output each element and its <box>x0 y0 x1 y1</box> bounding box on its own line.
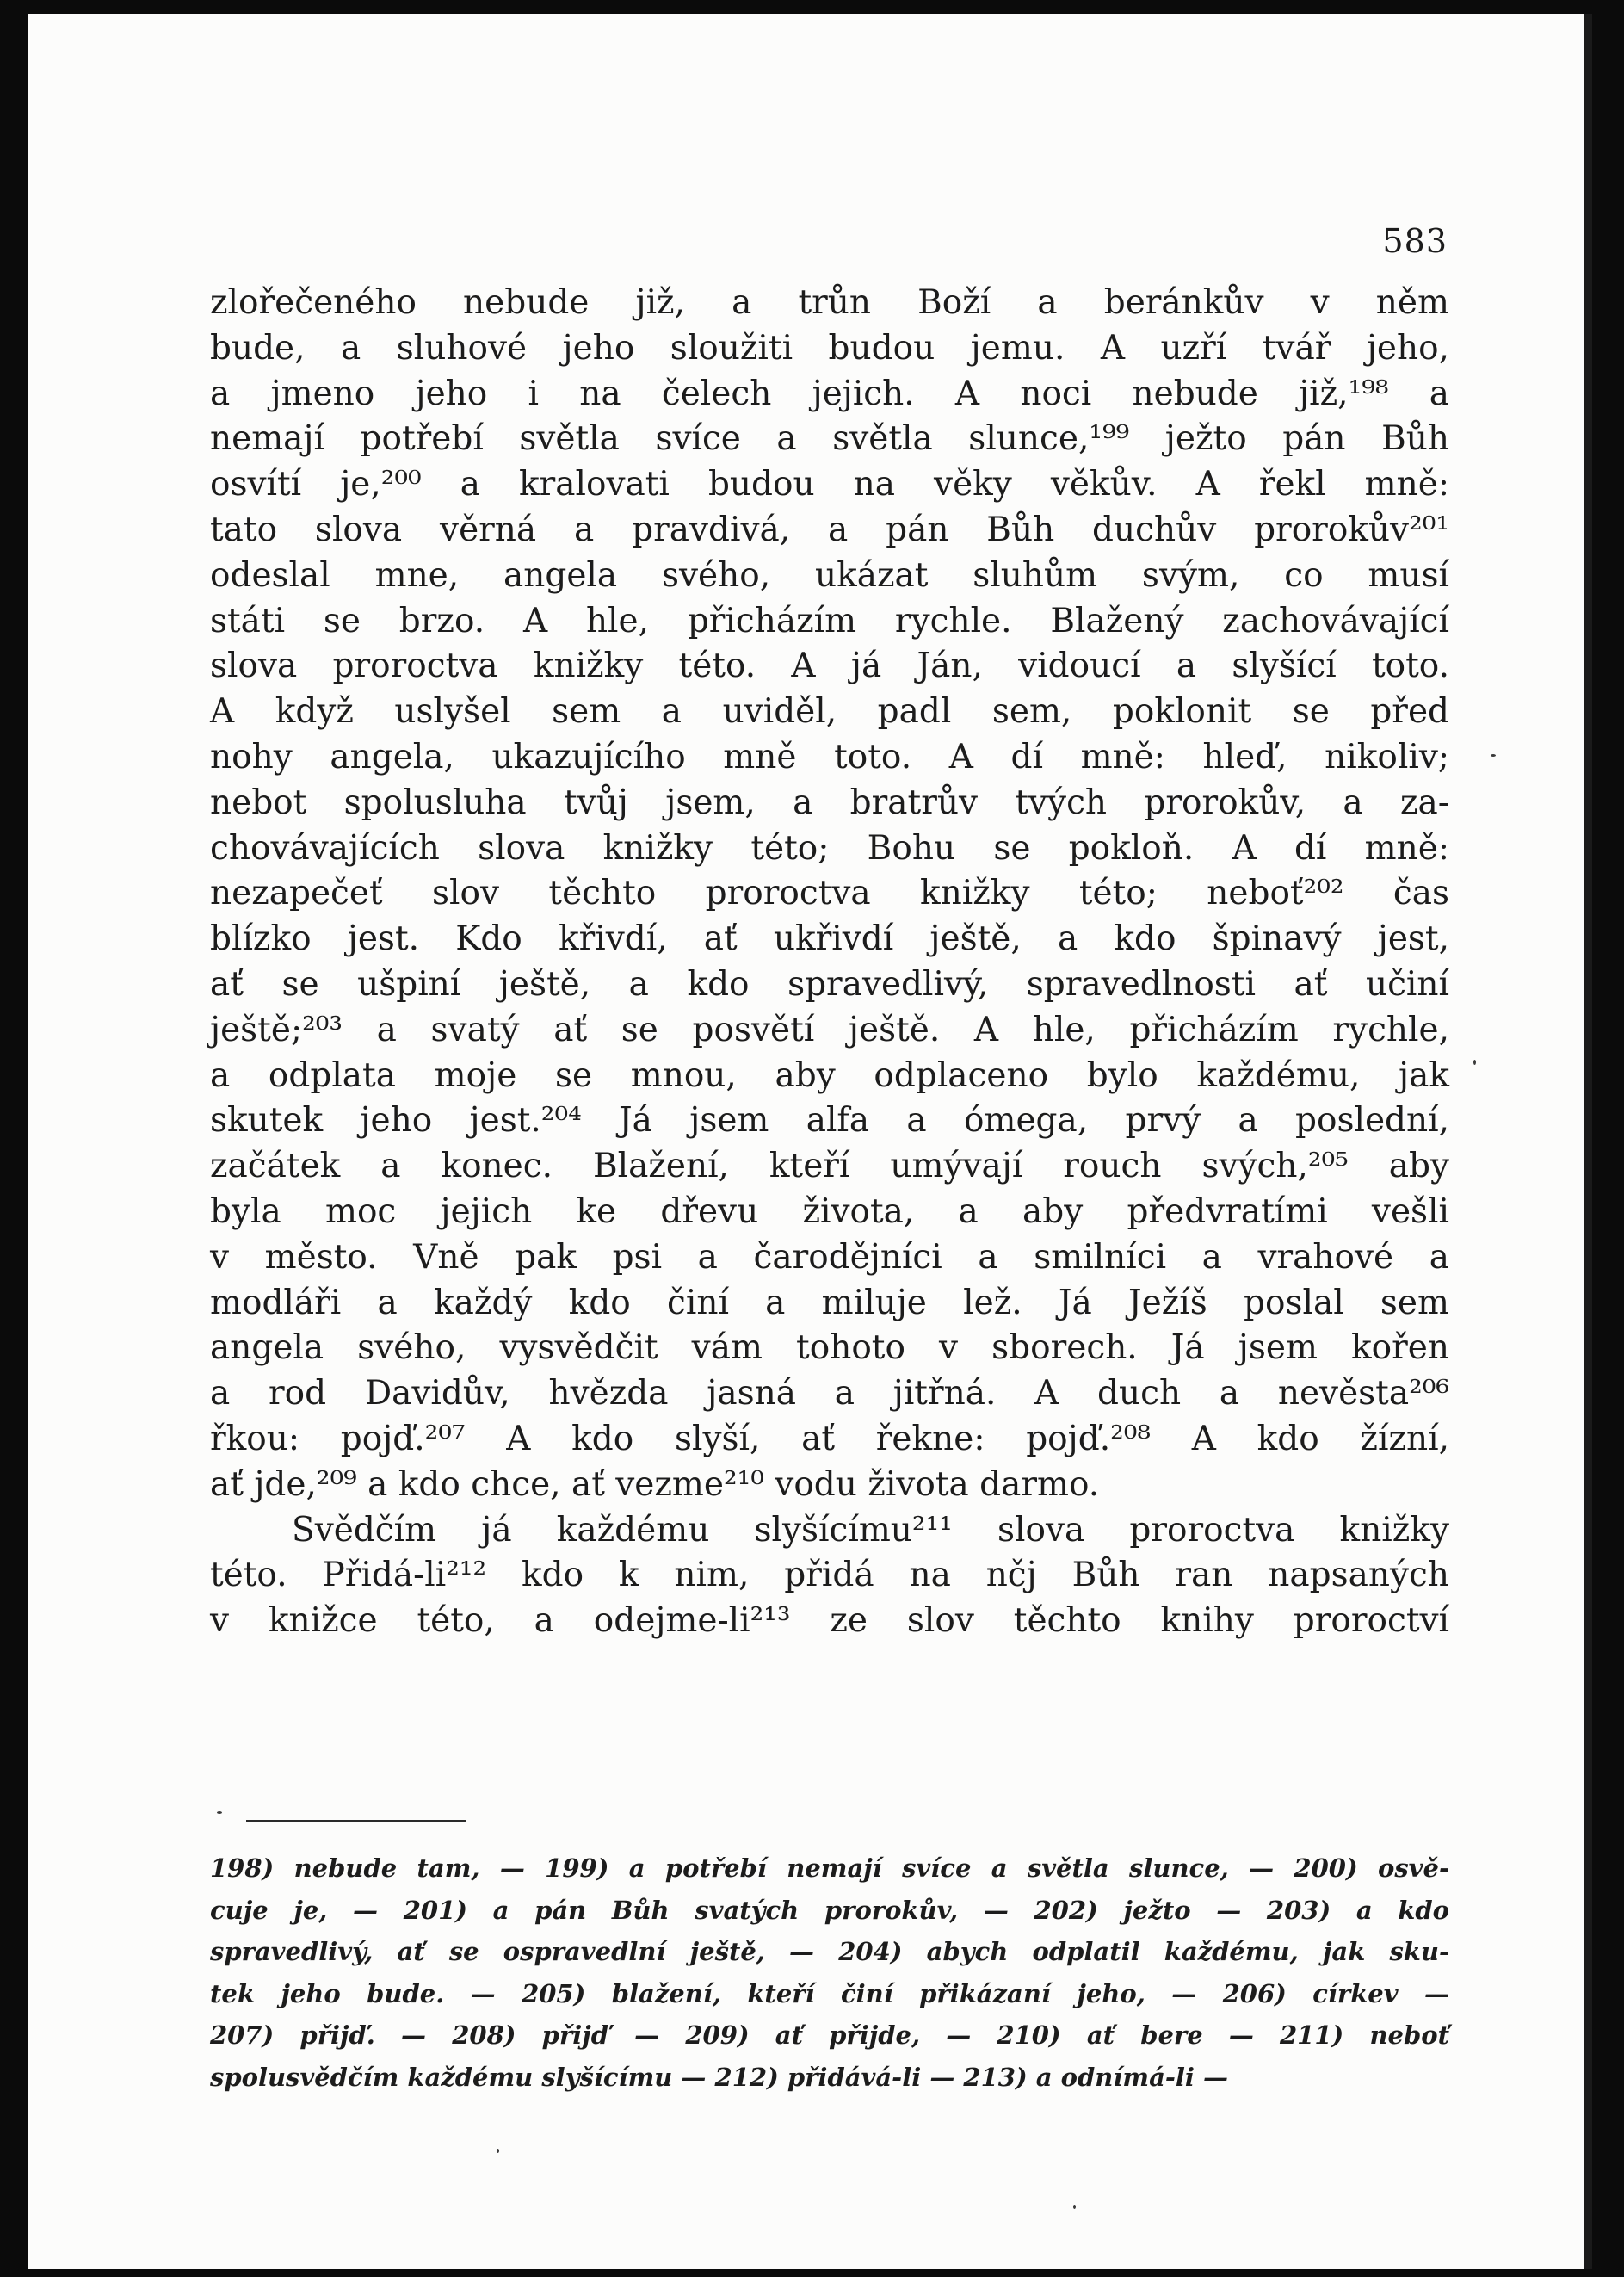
footnote-line: spravedlivý, ať se ospravedlní ještě, — 204) abych odplatil každému, jak sku- <box>210 1937 1449 1966</box>
text-line: byla moc jejich ke dřevu života, a aby předvratími vešli <box>210 1191 1449 1231</box>
book-page <box>28 14 1592 2269</box>
text-line: blízko jest. Kdo křivdí, ať ukřivdí ještě, a kdo špinavý jest, <box>210 919 1449 959</box>
text-line: ještě;²⁰³ a svatý ať se posvětí ještě. A hle, přicházím rychle, <box>210 1010 1449 1049</box>
text-line: státi se brzo. A hle, přicházím rychle. Blažený zachovávající <box>210 601 1449 640</box>
scan-speck <box>1473 1060 1476 1065</box>
footnote-divider <box>246 1820 466 1822</box>
text-line: nezapečeť slov těchto proroctva knižky této; neboť²⁰² čas <box>210 874 1449 913</box>
text-line: nemají potřebí světla svíce a světla slunce,¹⁹⁹ ježto pán Bůh <box>210 419 1449 459</box>
footnote-line: 207) přijď. — 208) přijď — 209) ať přijde, — 210) ať bere — 211) neboť <box>210 2020 1449 2050</box>
text-line: osvítí je,²⁰⁰ a kralovati budou na věky věkův. A řekl mně: <box>210 465 1449 504</box>
text-line: A když uslyšel sem a uviděl, padl sem, poklonit se před <box>210 692 1449 732</box>
text-line: v knižce této, a odejme-li²¹³ ze slov těchto knihy proroctví <box>210 1601 1449 1641</box>
text-line: ať jde,²⁰⁹ a kdo chce, ať vezme²¹⁰ vodu života darmo. <box>210 1464 1100 1504</box>
text-line: Svědčím já každému slyšícímu²¹¹ slova proroctva knižky <box>292 1510 1449 1550</box>
text-line: modláři a každý kdo činí a miluje lež. Já Ježíš poslal sem <box>210 1283 1449 1322</box>
text-line: a odplata moje se mnou, aby odplaceno bylo každému, jak <box>210 1055 1449 1095</box>
text-line: v město. Vně pak psi a čarodějníci a smilníci a vrahové a <box>210 1237 1449 1277</box>
text-line: angela svého, vysvědčit vám tohoto v sborech. Já jsem kořen <box>210 1328 1449 1368</box>
text-line: slova proroctva knižky této. A já Ján, vidoucí a slyšící toto. <box>210 647 1449 686</box>
page-number: 583 <box>1382 222 1448 260</box>
text-line: a rod Davidův, hvězda jasná a jitřná. A duch a nevěsta²⁰⁶ <box>210 1374 1449 1414</box>
scan-speck <box>217 1811 222 1814</box>
text-line: začátek a konec. Blažení, kteří umývají rouch svých,²⁰⁵ aby <box>210 1147 1449 1186</box>
footnote-line: cuje je, — 201) a pán Bůh svatých prorokův, — 202) ježto — 203) a kdo <box>210 1895 1449 1925</box>
text-line: a jmeno jeho i na čelech jejich. A noci nebude již,¹⁹⁸ a <box>210 374 1449 413</box>
scan-speck <box>1491 754 1496 757</box>
scan-speck <box>1073 2205 1076 2209</box>
footnotes <box>210 1847 1449 2098</box>
scan-speck <box>497 2149 499 2153</box>
text-line: bude, a sluhové jeho sloužiti budou jemu. A uzří tvář jeho, <box>210 328 1449 368</box>
text-line: tato slova věrná a pravdivá, a pán Bůh duchův prorokův²⁰¹ <box>210 510 1449 549</box>
text-line: nebot spolusluha tvůj jsem, a bratrův tvých prorokův, a za- <box>210 783 1449 822</box>
text-line: ať se ušpiní ještě, a kdo spravedlivý, spravedlnosti ať učiní <box>210 964 1449 1004</box>
text-line: zlořečeného nebude již, a trůn Boží a beránkův v něm <box>210 283 1449 322</box>
footnote-line: tek jeho bude. — 205) blažení, kteří činí přikázaní jeho, — 206) církev — <box>210 1978 1449 2008</box>
text-line: skutek jeho jest.²⁰⁴ Já jsem alfa a ómega, prvý a poslední, <box>210 1101 1449 1141</box>
text-line: této. Přidá-li²¹² kdo k nim, přidá na nčj Bůh ran napsaných <box>210 1556 1449 1595</box>
text-line: řkou: pojď.²⁰⁷ A kdo slyší, ať řekne: pojď.²⁰⁸ A kdo žízní, <box>210 1419 1449 1458</box>
text-line: nohy angela, ukazujícího mně toto. A dí mně: hleď, nikoliv; <box>210 737 1449 777</box>
main-text <box>210 281 1449 1644</box>
footnote-line: 198) nebude tam, — 199) a potřebí nemají svíce a světla slunce, — 200) osvě- <box>210 1853 1449 1883</box>
text-line: odeslal mne, angela svého, ukázat sluhům svým, co musí <box>210 555 1449 595</box>
text-line: chovávajících slova knižky této; Bohu se pokloň. A dí mně: <box>210 828 1449 868</box>
footnote-line: spolusvědčím každému slyšícímu — 212) přidává-li — 213) a odnímá-li — <box>210 2062 1229 2092</box>
